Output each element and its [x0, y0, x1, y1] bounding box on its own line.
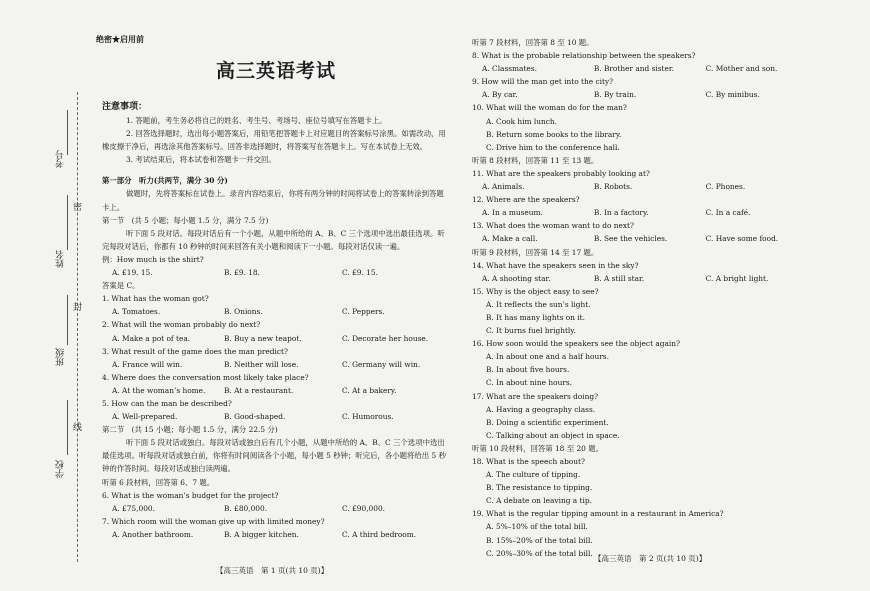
fill-line: [67, 195, 68, 250]
option: C. By minibus.: [705, 90, 760, 100]
option: A. Well-prepared.: [112, 412, 178, 422]
question: 7. Which room will the woman give up with limited money?: [102, 516, 325, 526]
label-school: 学校: [56, 460, 66, 478]
notice-item: 1. 答题前，考生务必将自己的姓名、考生号、考场号、座位号填写在答题卡上。: [126, 116, 387, 125]
option: A. £19. 15.: [112, 268, 153, 278]
question: 4. Where does the conversation most likely take place?: [102, 372, 309, 382]
seal-mark: 线: [73, 423, 83, 433]
option: B. By train.: [593, 90, 637, 100]
question: 10. What will the woman do for the man?: [472, 103, 627, 113]
question-options: [102, 358, 450, 371]
option: B. Onions.: [224, 307, 263, 317]
option: C. Talking about an object in space.: [486, 430, 620, 440]
option: A. In a museum.: [482, 208, 543, 218]
option: B. 15%–20% of the total bill.: [486, 535, 593, 545]
question: 19. What is the regular tipping amount in a restaurant in America?: [472, 509, 724, 519]
question: 17. What are the speakers doing?: [472, 391, 599, 401]
secret-mark: 绝密★启用前: [96, 34, 144, 44]
material-note: 听第 6 段材料，回答第 6、7 题。: [102, 477, 215, 487]
option: B. See the vehicles.: [593, 234, 668, 244]
option: B. Robots.: [593, 182, 633, 192]
question: 9. How will the man get into the city?: [472, 77, 614, 87]
option: A. Cook him lunch.: [486, 116, 558, 126]
seal-mark: 封: [73, 303, 83, 313]
question: 14. What have the speakers seen in the sky?: [472, 260, 639, 270]
option: C. Phones.: [705, 182, 746, 192]
fill-line: [67, 400, 68, 455]
option: B. Good-shaped.: [224, 412, 286, 422]
option: B. Neither will lose.: [224, 359, 299, 369]
option: C. A debate on leaving a tip.: [486, 496, 592, 506]
question-options: [102, 528, 450, 541]
question: 12. Where are the speakers?: [472, 195, 580, 205]
question-options: [472, 206, 802, 219]
option: B. Return some books to the library.: [486, 129, 622, 139]
material-note: 听第 10 段材料，回答第 18 至 20 题。: [472, 443, 603, 453]
part1-intro: 做题时，先将答案标在试卷上。录音内容结束后，你将有两分钟的时间将试卷上的答案转涂到答题卡上。: [102, 189, 444, 212]
option: A. The culture of tipping.: [486, 470, 581, 480]
option: C. Have some food.: [705, 234, 779, 244]
question-options: [102, 410, 450, 423]
example-options: [102, 266, 450, 279]
binding-margin: [0, 0, 92, 591]
option: B. In a factory.: [593, 208, 649, 218]
section1-heading: 第一节 (共 5 小题；每小题 1.5 分，满分 7.5 分): [102, 215, 269, 225]
question: 18. What is the speech about?: [472, 457, 585, 466]
option: A. In about one and a half hours.: [486, 352, 609, 362]
option: A. Make a call.: [482, 234, 538, 244]
question: 11. What are the speakers probably looking at?: [472, 168, 650, 178]
left-page: [96, 34, 450, 541]
option: C. Mother and son.: [705, 64, 778, 74]
option: B. Doing a scientific experiment.: [486, 417, 609, 427]
question-options: [102, 502, 450, 515]
option: A. France will win.: [112, 359, 183, 369]
option: A. £75,000.: [112, 503, 155, 513]
option: C. Humorous.: [342, 412, 394, 422]
question-options: [472, 62, 802, 75]
option: C. 20%–30% of the total bill.: [486, 548, 593, 558]
option: C. Decorate her house.: [342, 333, 429, 343]
question: 2. What will the woman probably do next?: [102, 320, 261, 330]
option: C. In about nine hours.: [486, 378, 573, 388]
question-options: [472, 272, 802, 285]
material-note: 听第 7 段材料，回答第 8 至 10 题。: [472, 38, 594, 47]
option: B. £9. 18.: [224, 268, 260, 278]
material-note: 听第 8 段材料，回答第 11 至 13 题。: [472, 155, 599, 165]
option: B. A still star.: [593, 273, 645, 283]
notice-item: 3. 考试结束后，将本试卷和答题卡一并交回。: [126, 155, 276, 165]
option: A. By car.: [482, 90, 518, 100]
option: A. A shooting star.: [482, 273, 551, 283]
question-options: [472, 88, 802, 101]
example-question: 例：How much is the shirt?: [102, 254, 204, 264]
option: C. At a bakery.: [342, 385, 397, 395]
option: C. Drive him to the conference hall.: [486, 142, 620, 152]
question: 13. What does the woman want to do next?: [472, 221, 634, 231]
notice-item: 2. 回答选择题时，选出每小题答案后，用铅笔把答题卡上对应题目的答案标号涂黑。如需改动，用橡皮擦干净后，再选涂其他答案标号。回答非选择题时，将答案写在答题卡上。写在本试卷上无效。: [102, 129, 446, 152]
option: B. A bigger kitchen.: [224, 529, 299, 539]
question-options: [102, 305, 450, 318]
page-footer-right: 【高三英语 第 2 页(共 10 页)】: [594, 554, 707, 563]
option: B. £80,000.: [224, 503, 268, 513]
material-note: 听第 9 段材料，回答第 14 至 17 题。: [472, 247, 599, 257]
option: A. Tomatoes.: [112, 307, 161, 317]
option: B. The resistance to tipping.: [486, 483, 593, 493]
part1-heading: 第一部分 听力(共两节，满分 30 分): [102, 176, 228, 186]
question: 6. What is the woman’s budget for the project?: [102, 490, 279, 500]
option: B. It has many lights on it.: [486, 312, 585, 322]
page-title: 高三英语考试: [215, 60, 336, 82]
option: B. Buy a new teapot.: [224, 333, 302, 343]
question: 5. How can the man be described?: [102, 398, 232, 408]
section2-instructions: 听下面 5 段对话或独白。每段对话或独白后有几个小题，从题中所给的 A、B、C 三个选项中选出最佳选项。听每段对话或独白前，你将有时间阅读各个小题，每小题 5 秒钟；听完后，各小题将给出 5 秒钟的作答时间。每段对话或独白读两遍。: [102, 438, 446, 474]
option: B. Brother and sister.: [593, 64, 674, 74]
right-page: [472, 36, 802, 560]
question-options: [102, 384, 450, 397]
option: C. It burns fuel brightly.: [486, 326, 576, 336]
option: C. Germany will win.: [342, 359, 421, 369]
fill-line: [67, 295, 68, 345]
question-options: [472, 232, 802, 245]
question: 8. What is the probable relationship between the speakers?: [472, 51, 696, 61]
seal-mark: 密: [73, 203, 83, 213]
question: 3. What result of the game does the man predict?: [102, 346, 288, 356]
option: C. A bright light.: [705, 273, 769, 283]
section1-instructions: 听下面 5 段对话。每段对话后有一个小题，从题中所给的 A、B、C 三个选项中选出最佳选项。听完每段对话后，你都有 10 秒钟的时间来回答有关小题和阅读下一小题。每段对话仅读一遍。: [102, 228, 445, 251]
question-options: [472, 180, 802, 193]
option: A. Having a geography class.: [486, 404, 596, 414]
option: C. Peppers.: [342, 307, 385, 317]
option: A. It reflects the sun’s light.: [486, 299, 591, 309]
option: C. £9. 15.: [342, 268, 378, 278]
example-answer: 答案是 C。: [102, 281, 140, 291]
fill-line: [67, 110, 68, 155]
option: C. In a café.: [705, 208, 751, 218]
cut-line: [77, 92, 78, 562]
option: A. 5%–10% of the total bill.: [486, 522, 588, 532]
option: A. Make a pot of tea.: [112, 333, 191, 343]
option: B. At a restaurant.: [224, 385, 294, 395]
question: 1. What has the woman got?: [102, 294, 209, 304]
option: A. At the woman’s home.: [112, 385, 206, 395]
section2-heading: 第二节 (共 15 小题；每小题 1.5 分，满分 22.5 分): [102, 425, 278, 435]
notice-heading: 注意事项：: [102, 102, 148, 112]
option: A. Animals.: [482, 182, 525, 192]
question: 15. Why is the object easy to see?: [472, 286, 599, 296]
label-exam-number: 考号: [56, 150, 66, 168]
option: C. A third bedroom.: [342, 529, 417, 539]
option: A. Classmates.: [482, 64, 537, 74]
option: C. £90,000.: [342, 503, 386, 513]
label-class: 班级: [56, 348, 66, 366]
question: 16. How soon would the speakers see the object again?: [472, 339, 681, 349]
page-footer-left: 【高三英语 第 1 页(共 10 页)】: [216, 566, 329, 575]
question-options: [102, 332, 450, 345]
option: B. In about five hours.: [486, 365, 570, 375]
option: A. Another bathroom.: [112, 529, 194, 539]
label-name: 姓名: [56, 250, 66, 268]
